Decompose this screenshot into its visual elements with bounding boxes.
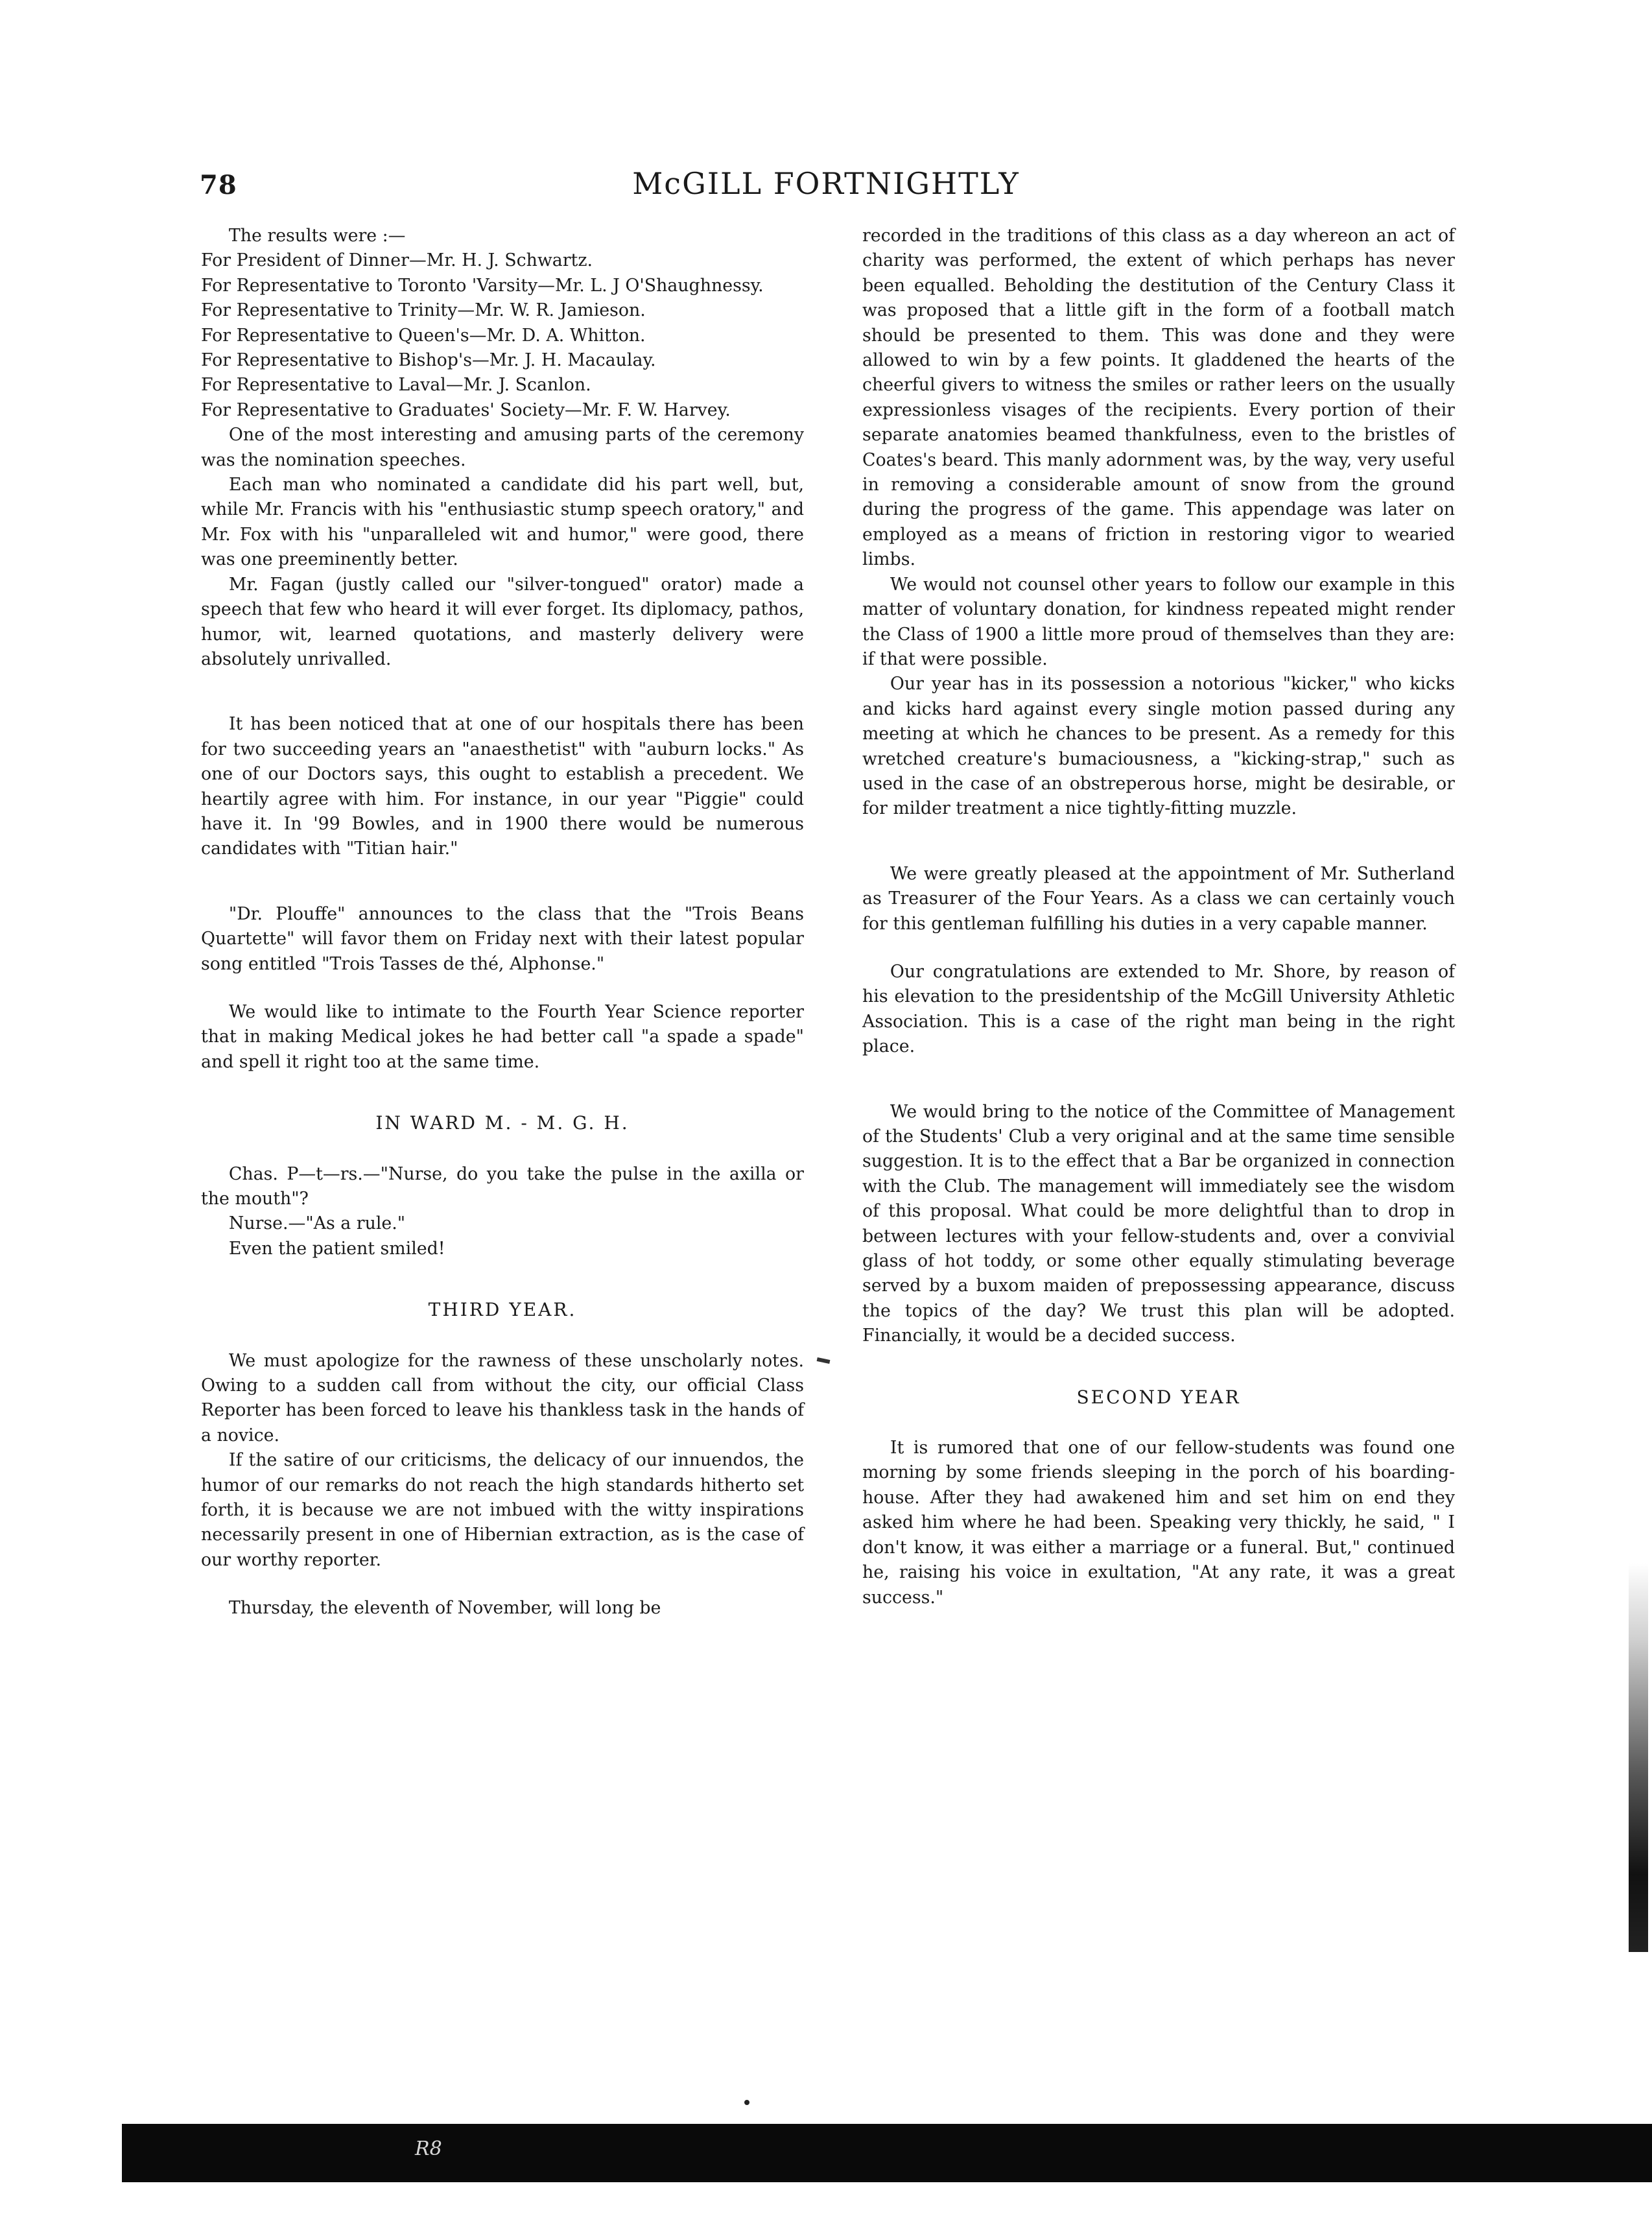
- result-item: For Representative to Laval—Mr. J. Scanlon.: [201, 375, 591, 396]
- running-head: McGILL FORTNIGHTLY: [632, 166, 1020, 201]
- paragraph: We must apologize for the rawness of these unscholarly notes. Owing to a sudden call from without the city, our official Class Reporter has been forced to leave his thankless task in the hands of a novice.: [201, 1350, 804, 1446]
- result-item: For Representative to Graduates' Society—Mr. F. W. Harvey.: [201, 399, 731, 420]
- paragraph: Thursday, the eleventh of November, will long be: [228, 1598, 661, 1619]
- paragraph: Nurse.—"As a rule.": [228, 1213, 406, 1234]
- paragraph: Each man who nominated a candidate did his part well, but, while Mr. Francis with his "enthusiastic stump speech oratory," and Mr. Fox with his "unparalleled wit and humor," were good, there was one preeminently better.: [201, 475, 804, 570]
- paragraph: If the satire of our criticisms, the delicacy of our innuendos, the humor of our remarks do not reach the high standards hitherto set forth, it is because we are not imbued with the witty inspirations necessarily present in one of Hibernian extraction, as is the case of our worthy reporter.: [201, 1450, 804, 1570]
- paragraph: recorded in the traditions of this class as a day whereon an act of charity was performed, the extent of which perhaps has never been equalled. Beholding the destitution of the Century Class it was proposed that a little gift in the form of a football match should be presented to them. This was done and they were allowed to win by a few points. It gladdened the hearts of the cheerful givers to witness the smiles or rather leers on the usually expressionless visages of the recipients. Every portion of their separate anatomies beamed thankfulness, even to the bristles of Coates's beard. This manly adornment was, by the way, very useful in removing a considerable amount of snow from the ground during the progress of the game. This appendage was later on employed as a means of friction in restoring vigor to wearied limbs.: [862, 226, 1455, 570]
- paragraph: We would not counsel other years to follow our example in this matter of voluntary donation, for kindness repeated might render the Class of 1900 a little more proud of themselves than they are: if that were possible.: [862, 574, 1455, 669]
- paragraph: It is rumored that one of our fellow-students was found one morning by some friends sleeping in the porch of his boarding-house. After they had awakened him and set him on end they asked him where he had been. Speaking very thickly, he said, " I don't know, it was either a marriage or a funeral. But," continued he, raising his voice in exultation, "At any rate, it was a great success.": [862, 1438, 1455, 1608]
- section-heading-second-year: SECOND YEAR: [1076, 1386, 1241, 1408]
- result-item: For Representative to Bishop's—Mr. J. H. Macaulay.: [201, 350, 656, 371]
- result-item: For President of Dinner—Mr. H. J. Schwartz.: [201, 250, 593, 271]
- result-item: For Representative to Queen's—Mr. D. A. Whitton.: [201, 325, 646, 346]
- scan-artifact-dot: [744, 2100, 749, 2105]
- paragraph: We would like to intimate to the Fourth Year Science reporter that in making Medical jokes he had better call "a spade a spade" and spell it right too at the same time.: [201, 1001, 804, 1072]
- paragraph: Mr. Fagan (justly called our "silver-tongued" orator) made a speech that few who heard it will ever forget. Its diplomacy, pathos, humor, wit, learned quotations, and masterly delivery were absolutely unrivalled.: [201, 574, 804, 669]
- paragraph: Chas. P—t—rs.—"Nurse, do you take the pulse in the axilla or the mouth"?: [201, 1163, 804, 1209]
- paragraph: We were greatly pleased at the appointment of Mr. Sutherland as Treasurer of the Four Years. As a class we can certainly vouch for this gentleman fulfilling his duties in a very capable manner.: [862, 863, 1455, 934]
- paragraph: Our year has in its possession a notorious "kicker," who kicks and kicks hard against every single motion passed during any meeting at which he chances to be present. As a remedy for this wretched creature's bumaciousness, a "kicking-strap," such as used in the case of an obstreperous horse, might be desirable, or for milder treatment a nice tightly-fitting muzzle.: [862, 674, 1455, 819]
- scan-artifact-edge: [1629, 1563, 1648, 1952]
- right-column: [862, 224, 1455, 1610]
- paragraph: One of the most interesting and amusing parts of the ceremony was the nomination speeches.: [201, 425, 804, 470]
- result-item: For Representative to Trinity—Mr. W. R. Jamieson.: [201, 300, 646, 321]
- section-heading-third-year: THIRD YEAR.: [428, 1299, 577, 1321]
- section-heading-ward: IN WARD M. - M. G. H.: [375, 1112, 630, 1134]
- left-column: [201, 224, 804, 1621]
- paragraph: Even the patient smiled!: [228, 1238, 445, 1259]
- footer-bar: [122, 2124, 1652, 2182]
- paragraph: Our congratulations are extended to Mr. Shore, by reason of his elevation to the presidentship of the McGill University Athletic Association. This is a case of the right man being in the right place.: [862, 961, 1455, 1057]
- results-intro: The results were :—: [228, 226, 406, 246]
- page-number: 78: [200, 170, 237, 200]
- paragraph: "Dr. Plouffe" announces to the class that the "Trois Beans Quartette" will favor them on Friday next with their latest popular song entitled "Trois Tasses de thé, Alphonse.": [201, 903, 804, 974]
- scan-artifact-dash: [817, 1357, 831, 1364]
- paragraph: We would bring to the notice of the Committee of Management of the Students' Club a very original and at the same time sensible suggestion. It is to the effect that a Bar be organized in connection with the Club. The management will immediately see the wisdom of this proposal. What could be more delightful than to drop in between lectures with your fellow-students and, over a convivial glass of hot toddy, or some other equally stimulating beverage served by a buxom maiden of prepossessing appearance, discuss the topics of the day? We trust this plan will be adopted. Financially, it would be a decided success.: [862, 1101, 1455, 1346]
- paragraph: It has been noticed that at one of our hospitals there has been for two succeeding years an "anaesthetist" with "auburn locks." As one of our Doctors says, this ought to establish a precedent. We heartily agree with him. For instance, in our year "Piggie" could have it. In '99 Bowles, and in 1900 there would be numerous candidates with "Titian hair.": [201, 714, 804, 859]
- result-item: For Representative to Toronto 'Varsity—Mr. L. J O'Shaughnessy.: [201, 275, 764, 296]
- footer-mark: R8: [415, 2137, 442, 2160]
